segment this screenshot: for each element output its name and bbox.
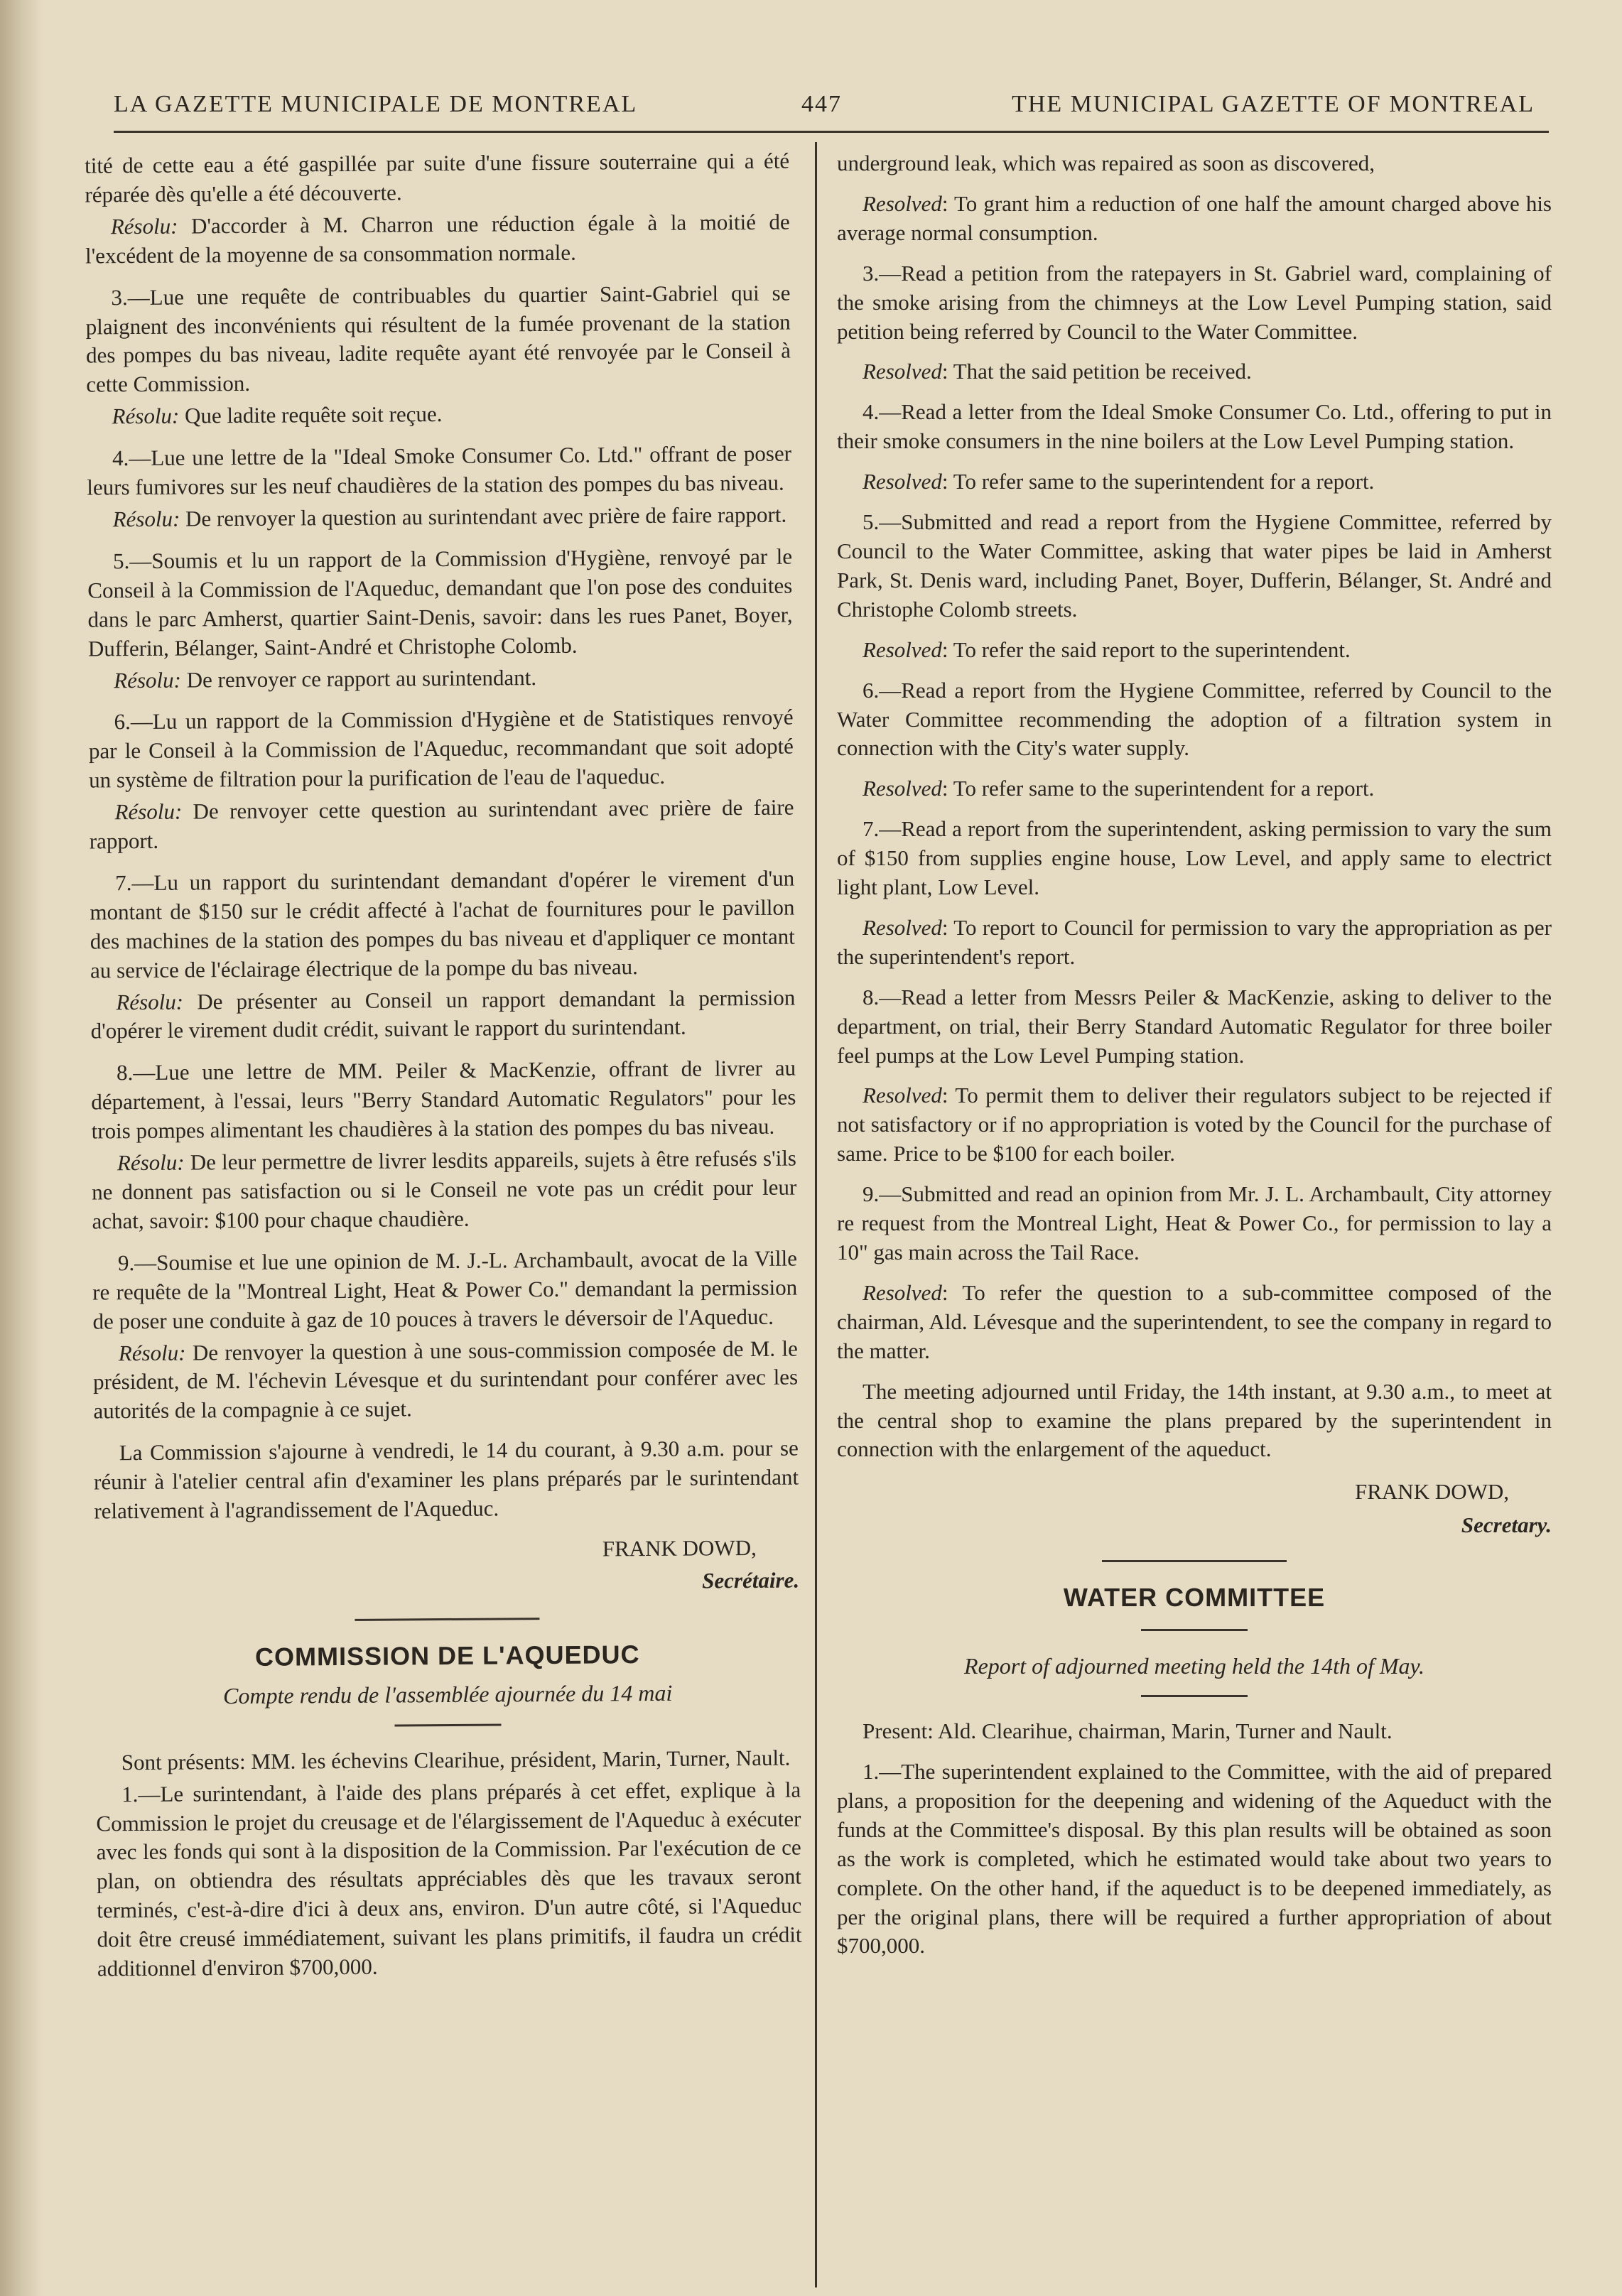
fr-item-8: 8.—Lue une lettre de MM. Peiler & MacKenzie, offrant de livrer au département, à l'essai, leurs "Berry Standard Automatic Regulators" pour les trois pompes alimentant les chaudières à la station des pompes du bas niveau. <box>91 1055 796 1144</box>
fr-resolved-label: Résolu: <box>114 667 182 693</box>
fr-signature <box>94 1531 800 1602</box>
fr-resolution-text: D'accorder à M. Charron une réduction égale à la moitié de l'excédent de la moyenne de sa consommation normale. <box>85 209 790 269</box>
en-section-subtitle: Report of adjourned meeting held the 14th of May. <box>964 1652 1424 1679</box>
fr-resolved-label: Résolu: <box>116 989 184 1014</box>
en-resolution-7 <box>837 914 1552 972</box>
fr-present: Sont présents: MM. les échevins Clearihue, président, Marin, Turner, Nault. <box>121 1745 791 1775</box>
en-title-rule <box>1141 1629 1248 1631</box>
fr-resolution-text: De renvoyer cette question au surintendant avec prière de faire rapport. <box>89 794 794 854</box>
en-resolution-3 <box>837 357 1552 386</box>
en-section-rule <box>1102 1560 1287 1562</box>
fr-item-5: 5.—Soumis et lu un rapport de la Commission d'Hygiène, renvoyé par le Conseil à la Commission de l'Aqueduc, demandant que l'on pose des conduites dans le parc Amherst, quartier Saint-Denis, savoir: dans les rues Panet, Boyer, Dufferin, Bélanger, Saint-André et Christophe Colomb. <box>87 543 793 661</box>
fr-signature-name: FRANK DOWD, <box>602 1534 757 1561</box>
fr-resolved-label: Résolu: <box>110 213 178 239</box>
fr-subtitle-rule <box>394 1723 501 1726</box>
page-number: 447 <box>801 91 842 117</box>
fr-resolved-label: Résolu: <box>112 506 180 532</box>
en-resolution-0 <box>837 190 1552 248</box>
french-column <box>85 148 802 1984</box>
english-column <box>837 149 1552 1972</box>
en-adjournment: The meeting adjourned until Friday, the 14th instant, at 9.30 a.m., to meet at the central shop to examine the plans prepared by the superintendent in connection with the enlargement of the aqueduct. <box>837 1378 1552 1462</box>
fr-resolution-5 <box>88 661 793 695</box>
fr-item-3: 3.—Lue une requête de contribuables du quartier Saint-Gabriel qui se plaignent des inconvénients qui résultent de la fumée provenant de la station des pompes du bas niveau, ladite requête ayant été renvoyée par le Conseil à cette Commission. <box>85 280 791 397</box>
fr-section-title: COMMISSION DE L'AQUEDUC <box>254 1640 640 1672</box>
en-resolution-text: : To grant him a reduction of one half the amount charged above his average normal consumption. <box>837 190 1552 245</box>
fr-resolution-text: De renvoyer la question à une sous-commission composée de M. le président, de M. l'échevin Lévesque et du surintendant pour conférer avec les autorités de la compagnie à ce sujet. <box>92 1336 799 1424</box>
en-resolution-text: : That the said petition be received. <box>941 359 1252 384</box>
fr-section-rule <box>355 1618 539 1621</box>
fr-resolution-text: De présenter au Conseil un rapport demandant la permission d'opérer le virement dudit crédit, suivant le rapport du surintendant. <box>90 985 796 1044</box>
en-subtitle-rule <box>1141 1695 1248 1697</box>
fr-resolution-text: De renvoyer la question au surintendant avec prière de faire rapport. <box>180 502 787 531</box>
fr-section-item-1: 1.—Le surintendant, à l'aide des plans préparés à cet effet, explique à la Commission le projet du creusage et de l'élargissement de l'Aqueduc à exécuter avec les fonds qui sont à la disposition de la Commission. Par l'exécution de ce plan, on obtiendra des résultats appréciables dès que les travaux seront terminés, c'est-à-dire d'ici à deux ans, environ. D'un autre côté, si l'Aqueduc doit être creusé immédiatement, suivant les plans primitifs, il faudra un crédit additionnel d'environ $700,000. <box>96 1777 802 1981</box>
en-item-5: 5.—Submitted and read a report from the Hygiene Committee, referred by Council to the Water Committee, asking that water pipes be laid in Amherst Park, St. Denis ward, including Panet, Boyer, Dufferin, Bélanger, St. André and Christophe Colomb streets. <box>837 509 1552 622</box>
fr-resolution-3 <box>86 398 791 432</box>
en-resolved-label: Resolved <box>863 1279 942 1305</box>
fr-adjournment: La Commission s'ajourne à vendredi, le 14 du courant, à 9.30 a.m. pour se réunir à l'atelier central afin d'examiner les plans préparés par le surintendant relativement à l'agrandissement de l'Aqueduc. <box>93 1435 799 1524</box>
fr-resolved-label: Résolu: <box>117 1149 185 1176</box>
en-resolved-label: Resolved <box>863 914 942 940</box>
en-resolution-5 <box>837 636 1552 665</box>
fr-resolution-9 <box>93 1334 799 1426</box>
fr-item-7: 7.—Lu un rapport du surintendant demandant d'opérer le virement d'un montant de $150 sur le crédit affecté à l'achat de fournitures pour le pavillon des machines de la station des pompes du bas niveau et d'appliquer ce montant au service de l'éclairage électrique de la pompe du bas niveau. <box>90 865 795 983</box>
en-item-4: 4.—Read a letter from the Ideal Smoke Consumer Co. Ltd., offering to put in their smoke consumers in the nine boilers at the Low Level Pumping station. <box>837 399 1552 454</box>
en-item-6: 6.—Read a report from the Hygiene Committee, referred by Council to the Water Committee recommending the adoption of a filtration system in connection with the City's water supply. <box>837 677 1552 761</box>
en-signature <box>837 1475 1552 1542</box>
en-resolution-text: : To refer the question to a sub-committee composed of the chairman, Ald. Lévesque and the superintendent, to see the company in regard to the matter. <box>837 1279 1552 1363</box>
en-resolved-label: Resolved <box>863 469 942 494</box>
fr-item-6: 6.—Lu un rapport de la Commission d'Hygiène et de Statistiques renvoyé par le Conseil à la Commission de l'Aqueduc, recommandant que soit adopté un système de filtration pour la purification de l'eau de l'aqueduc. <box>88 704 794 793</box>
fr-resolution-6 <box>89 794 794 857</box>
header-rule <box>114 131 1549 133</box>
en-resolution-9 <box>837 1279 1552 1366</box>
fr-section-subtitle: Compte rendu de l'assemblée ajournée du 14 mai <box>222 1680 673 1709</box>
en-resolved-label: Resolved <box>863 637 942 662</box>
en-paragraph-0: underground leak, which was repaired as soon as discovered, <box>837 151 1375 175</box>
page-header <box>114 91 1535 134</box>
fr-signature-role: Secrétaire. <box>702 1567 800 1593</box>
en-resolution-4 <box>837 467 1552 497</box>
fr-item-4: 4.—Lue une lettre de la "Ideal Smoke Consumer Co. Ltd." offrant de poser leurs fumivores sur les neuf chaudières de la station des pompes du bas niveau. <box>87 440 792 500</box>
en-resolved-label: Resolved <box>863 190 942 216</box>
en-item-9: 9.—Submitted and read an opinion from Mr. J. L. Archambault, City attorney re request from the Montreal Light, Heat & Power Co., for permission to lay a 10" gas main across the Tail Race. <box>837 1181 1552 1265</box>
french-text-block <box>85 147 802 1984</box>
header-french-title: LA GAZETTE MUNICIPALE DE MONTREAL <box>114 91 638 117</box>
en-section-item-1: 1.—The superintendent explained to the Committee, with the aid of prepared plans, a proposition for the deepening and widening of the Aqueduct with the funds at the Committee's disposal. By this plan results will be obtained as soon as the work is completed, which he estimated would take about two years to complete. On the other hand, if the aqueduct is to be deepened immediately, as per the original plans, there will be required a further appropriation of about $700,000. <box>837 1759 1552 1959</box>
en-resolution-text: : To permit them to deliver their regulators subject to be rejected if not satisfactory or if no appropriation is voted by the Council for the purchase of same. Price to be $100 for each boiler. <box>837 1083 1552 1166</box>
fr-resolution-7 <box>90 983 796 1046</box>
en-resolved-label: Resolved <box>863 776 942 801</box>
fr-resolution-8 <box>92 1144 797 1237</box>
en-resolution-text: : To refer same to the superintendent for a report. <box>941 776 1375 801</box>
header-english-title: THE MUNICIPAL GAZETTE OF MONTREAL <box>1012 91 1535 117</box>
en-present: Present: Ald. Clearihue, chairman, Marin, Turner and Nault. <box>863 1718 1393 1744</box>
fr-resolution-text: De leur permettre de livrer lesdits appareils, sujets à être refusés s'ils ne donnent pas satisfaction ou si le Conseil ne vote pas un crédit pour leur achat, savoir: $100 pour chaque chaudière. <box>92 1145 797 1234</box>
en-item-7: 7.—Read a report from the superintendent, asking permission to vary the sum of $150 from supplies engine house, Low Level, and apply same to electrict light plant, Low Level. <box>837 816 1552 900</box>
book-spine-shadow <box>0 0 43 2296</box>
en-signature-name: FRANK DOWD, <box>1355 1479 1509 1505</box>
fr-resolution-text: Que ladite requête soit reçue. <box>179 401 443 428</box>
en-resolved-label: Resolved <box>863 359 942 384</box>
fr-resolved-label: Résolu: <box>118 1340 186 1365</box>
fr-resolution-4 <box>87 501 791 535</box>
en-resolution-text: : To refer the said report to the superintendent. <box>941 637 1351 662</box>
fr-item-9: 9.—Soumise et lue une opinion de M. J.-L. Archambault, avocat de la Ville re requête de la "Montreal Light, Heat & Power Co." demandant la permission de poser une conduite à gaz de 10 pouces à travers le déversoir de l'Aqueduc. <box>92 1245 798 1334</box>
en-resolution-8 <box>837 1081 1552 1169</box>
en-signature-role: Secretary. <box>1461 1512 1552 1537</box>
en-resolution-text: : To report to Council for permission to vary the appropriation as per the superintendent's report. <box>837 914 1552 969</box>
fr-resolution-0 <box>85 207 791 271</box>
fr-paragraph-0: tité de cette eau a été gaspillée par suite d'une fissure souterraine qui a été réparée dès qu'elle a été découverte. <box>85 148 790 207</box>
en-item-8: 8.—Read a letter from Messrs Peiler & MacKenzie, asking to deliver to the department, on trial, their Berry Standard Automatic Regulator for three boiler feel pumps at the Low Level Pumping station. <box>837 984 1552 1068</box>
column-divider <box>815 142 817 2287</box>
fr-resolved-label: Résolu: <box>114 798 183 825</box>
en-section-title: WATER COMMITTEE <box>1063 1583 1326 1613</box>
en-resolved-label: Resolved <box>863 1083 942 1108</box>
fr-resolution-text: De renvoyer ce rapport au surintendant. <box>180 664 537 693</box>
en-item-3: 3.—Read a petition from the ratepayers in St. Gabriel ward, complaining of the smoke arising from the chimneys at the Low Level Pumping station, said petition being referred by Council to the Water Committee. <box>837 260 1552 344</box>
fr-resolved-label: Résolu: <box>112 403 180 429</box>
en-resolution-6 <box>837 774 1552 803</box>
en-resolution-text: : To refer same to the superintendent for a report. <box>941 469 1375 494</box>
